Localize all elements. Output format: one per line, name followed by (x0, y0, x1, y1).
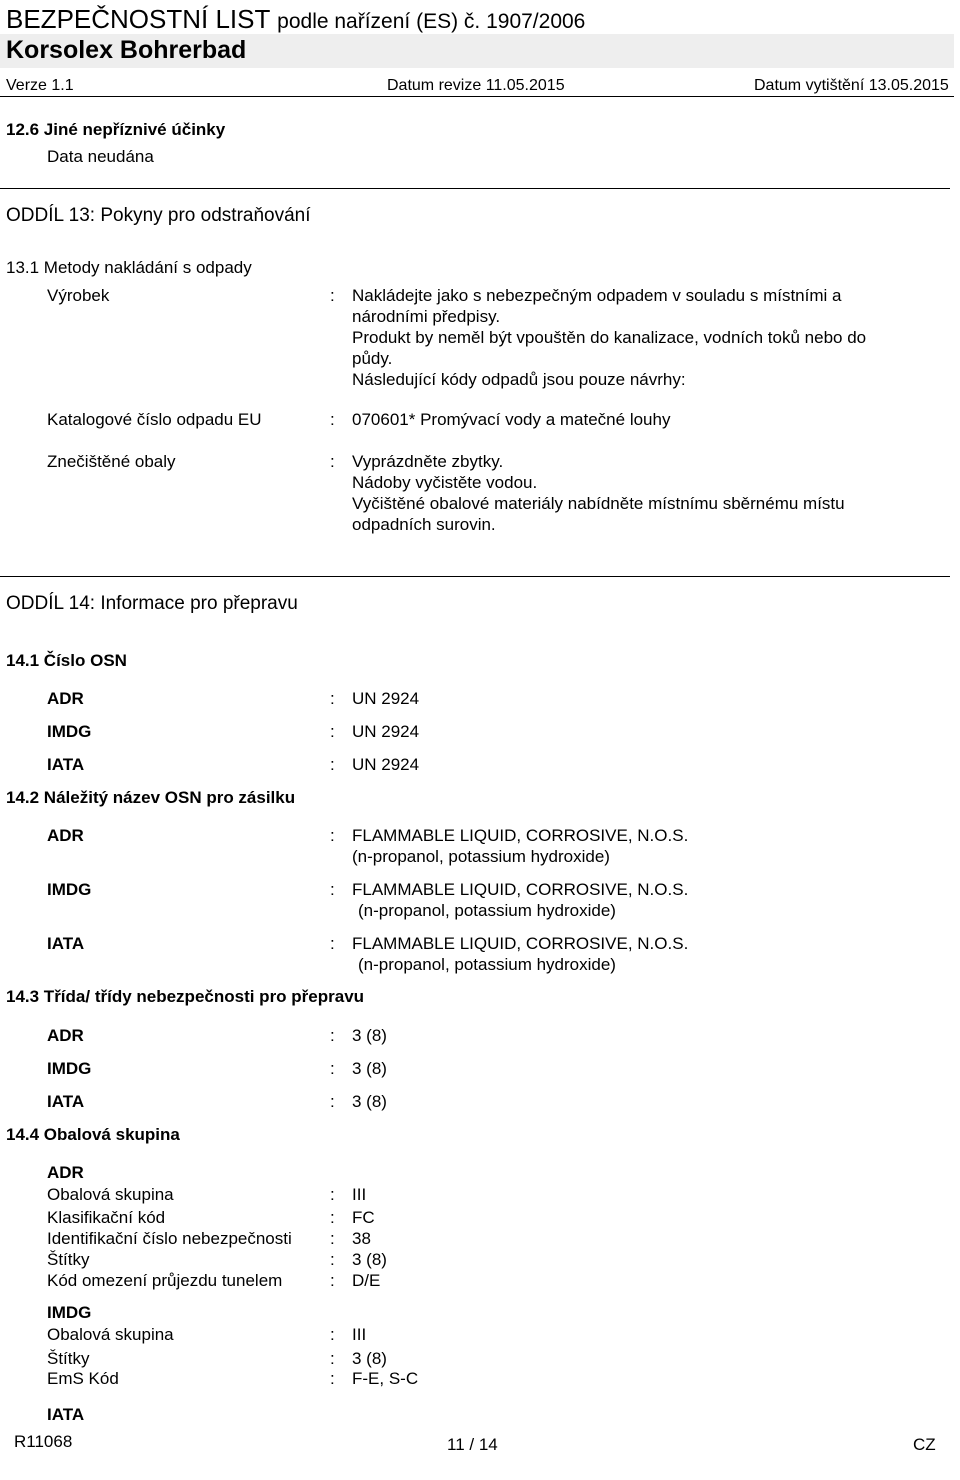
colon: : (330, 1026, 335, 1045)
language-code: CZ (913, 1435, 936, 1454)
name-adr-value: FLAMMABLE LIQUID, CORROSIVE, N.O.S. (352, 826, 689, 845)
waste-product-text (352, 285, 866, 390)
class-iata-label: IATA (47, 1092, 85, 1111)
adr-tunnel-label: Kód omezení průjezdu tunelem (47, 1271, 283, 1290)
adr-class-code-label: Klasifikační kód (47, 1208, 166, 1227)
iata-heading: IATA (47, 1405, 85, 1424)
adr-tunnel-value: D/E (352, 1271, 381, 1290)
name-adr-label: ADR (47, 826, 84, 845)
packaging-label: Znečištěné obaly (47, 452, 176, 471)
colon: : (330, 286, 335, 305)
section-divider (0, 188, 950, 189)
class-imdg-label: IMDG (47, 1059, 92, 1078)
class-adr-value: 3 (8) (352, 1026, 387, 1045)
class-adr-label: ADR (47, 1026, 84, 1045)
colon: : (330, 934, 335, 953)
waste-code-label: Katalogové číslo odpadu EU (47, 410, 262, 429)
section-14-1-title: 14.1 Číslo OSN (6, 651, 127, 670)
waste-code-value: 070601* Promývací vody a matečné louhy (352, 410, 671, 429)
section-14-4-title: 14.4 Obalová skupina (6, 1125, 180, 1144)
imdg-labels-label: Štítky (47, 1349, 90, 1368)
adr-labels-label: Štítky (47, 1250, 90, 1269)
colon: : (330, 452, 335, 471)
version: Verze 1.1 (6, 77, 74, 94)
document-code: R11068 (14, 1432, 73, 1451)
colon: : (330, 1349, 335, 1368)
class-iata-value: 3 (8) (352, 1092, 387, 1111)
adr-labels-value: 3 (8) (352, 1250, 387, 1269)
colon: : (330, 1208, 335, 1227)
colon: : (330, 1250, 335, 1269)
un-iata-value: UN 2924 (352, 755, 420, 774)
name-iata-label: IATA (47, 934, 85, 953)
section-14-title: ODDÍL 14: Informace pro přepravu (6, 593, 298, 614)
revision-date: Datum revize 11.05.2015 (387, 77, 565, 94)
colon: : (330, 1325, 335, 1344)
name-imdg-label: IMDG (47, 880, 92, 899)
name-iata-value-2: (n-propanol, potassium hydroxide) (358, 955, 616, 974)
print-date: Datum vytištění 13.05.2015 (754, 77, 949, 94)
colon: : (330, 1092, 335, 1111)
name-adr-value-2: (n-propanol, potassium hydroxide) (352, 847, 610, 866)
section-13-1-title: 13.1 Metody nakládání s odpady (6, 258, 252, 277)
colon: : (330, 1271, 335, 1290)
section-12-6-text: Data neudána (47, 147, 154, 166)
colon: : (330, 1059, 335, 1078)
colon: : (330, 1369, 335, 1388)
name-iata-value: FLAMMABLE LIQUID, CORROSIVE, N.O.S. (352, 934, 689, 953)
imdg-packing-group-value: III (352, 1325, 367, 1344)
waste-product-label: Výrobek (47, 286, 110, 305)
imdg-heading: IMDG (47, 1303, 92, 1322)
document-title (6, 4, 585, 37)
text-line: odpadních surovin. (352, 515, 496, 534)
header-divider (0, 96, 954, 97)
text-line: Nakládejte jako s nebezpečným odpadem v souladu s místními a (352, 286, 842, 305)
un-iata-label: IATA (47, 755, 85, 774)
text-line: Produkt by neměl být vpouštěn do kanalizace, vodních toků nebo do (352, 328, 867, 347)
section-divider (0, 576, 950, 577)
document-header (0, 0, 954, 96)
section-14-2-title: 14.2 Náležitý název OSN pro zásilku (6, 788, 296, 807)
un-imdg-label: IMDG (47, 722, 92, 741)
imdg-packing-group-label: Obalová skupina (47, 1325, 174, 1344)
title-regulation: podle nařízení (ES) č. 1907/2006 (277, 10, 586, 33)
adr-packing-group-value: III (352, 1185, 367, 1204)
colon: : (330, 689, 335, 708)
imdg-ems-label: EmS Kód (47, 1369, 119, 1388)
name-imdg-value: FLAMMABLE LIQUID, CORROSIVE, N.O.S. (352, 880, 689, 899)
text-line: Nádoby vyčistěte vodou. (352, 473, 538, 492)
packaging-text (352, 451, 845, 535)
colon: : (330, 410, 335, 429)
colon: : (330, 722, 335, 741)
adr-heading: ADR (47, 1163, 84, 1182)
text-line: národními předpisy. (352, 307, 501, 326)
colon: : (330, 826, 335, 845)
section-12-6-title: 12.6 Jiné nepříznivé účinky (6, 120, 226, 139)
class-imdg-value: 3 (8) (352, 1059, 387, 1078)
colon: : (330, 880, 335, 899)
adr-packing-group-label: Obalová skupina (47, 1185, 174, 1204)
text-line: Vyprázdněte zbytky. (352, 452, 504, 471)
page-number: 11 / 14 (447, 1435, 498, 1454)
text-line: Vyčištěné obalové materiály nabídněte místnímu sběrnému místu (352, 494, 845, 513)
imdg-ems-value: F-E, S-C (352, 1369, 419, 1388)
adr-hazard-id-label: Identifikační číslo nebezpečnosti (47, 1229, 292, 1248)
text-line: Následující kódy odpadů jsou pouze návrhy: (352, 370, 686, 389)
section-14-3-title: 14.3 Třída/ třídy nebezpečnosti pro přepravu (6, 987, 365, 1006)
adr-class-code-value: FC (352, 1208, 375, 1227)
product-name: Korsolex Bohrerbad (0, 34, 954, 68)
name-imdg-value-2: (n-propanol, potassium hydroxide) (358, 901, 616, 920)
un-adr-label: ADR (47, 689, 84, 708)
adr-hazard-id-value: 38 (352, 1229, 371, 1248)
section-13-title: ODDÍL 13: Pokyny pro odstraňování (6, 205, 311, 226)
un-imdg-value: UN 2924 (352, 722, 420, 741)
colon: : (330, 1185, 335, 1204)
text-line: půdy. (352, 349, 393, 368)
un-adr-value: UN 2924 (352, 689, 420, 708)
colon: : (330, 1229, 335, 1248)
imdg-labels-value: 3 (8) (352, 1349, 387, 1368)
colon: : (330, 755, 335, 774)
title-main: BEZPEČNOSTNÍ LIST (6, 4, 270, 34)
